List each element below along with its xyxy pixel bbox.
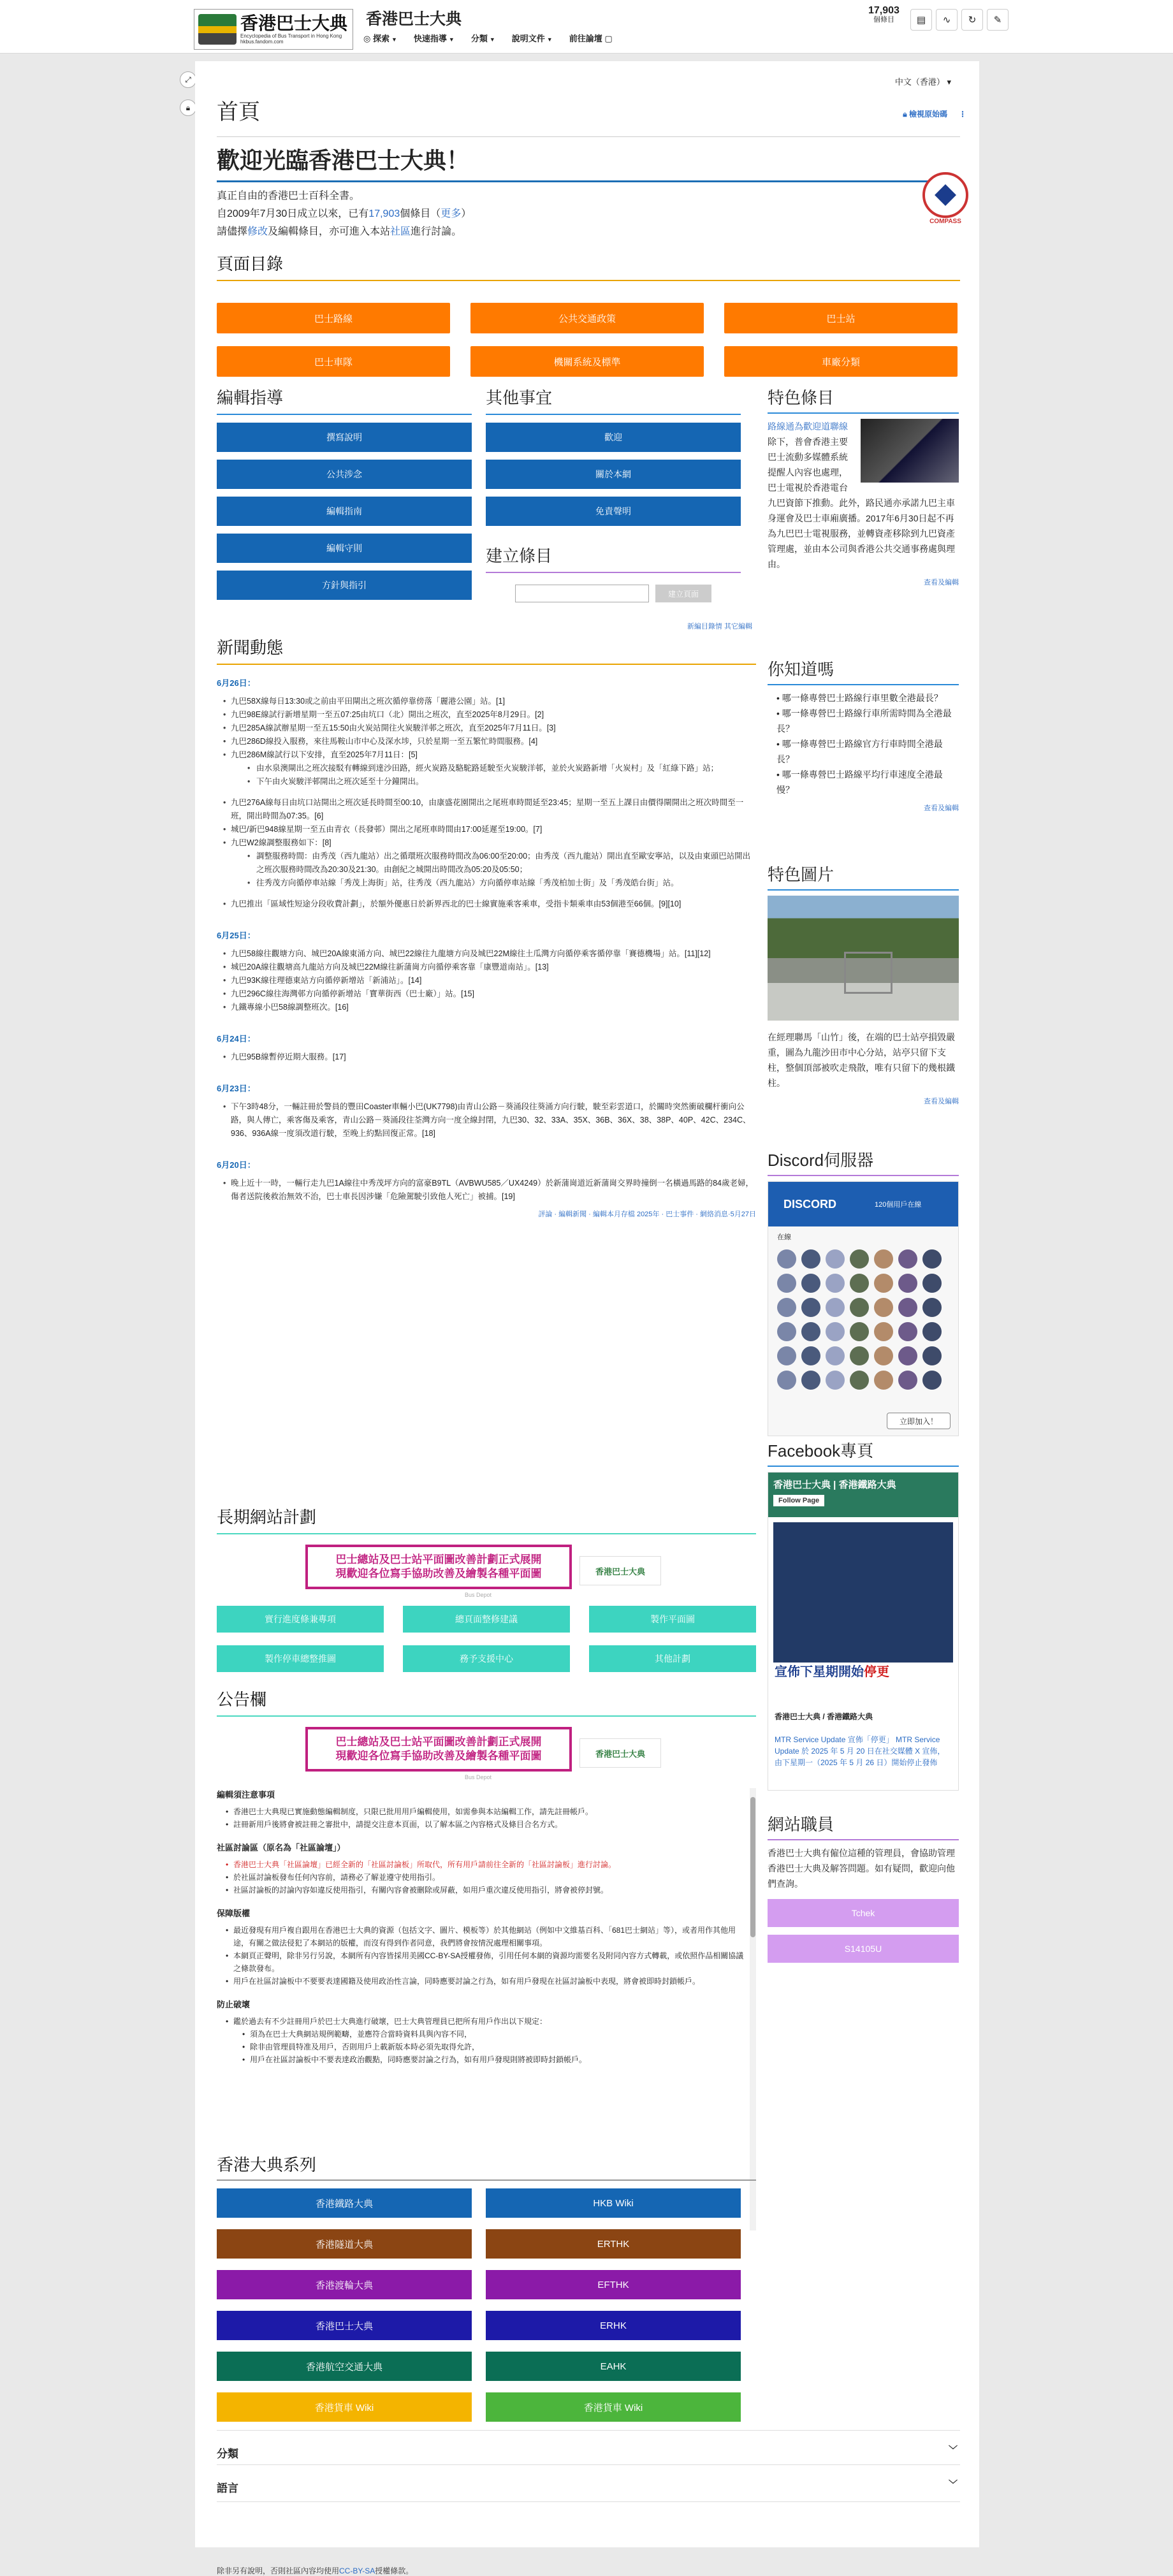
list-item: • 九巴285A線試辦星期一至五15:50由火炭站開往火炭駿洋邨之班次，直至2025年7月11日。[3] — [217, 722, 756, 735]
other-about[interactable]: 關於本網 — [486, 460, 741, 489]
avatar[interactable] — [898, 1274, 917, 1293]
list-item[interactable]: • 哪一條專營巴士路線平均行車速度全港最慢？ — [776, 769, 943, 795]
avatar[interactable] — [826, 1346, 845, 1365]
toc-bus-stops[interactable]: 巴士站 — [724, 303, 958, 333]
list-item: • 九鐵專線小巴58線調整班次。[16] — [217, 1001, 756, 1014]
top-bar — [0, 0, 1173, 54]
project-btn[interactable]: 製作停車總整推圖 — [217, 1645, 384, 1672]
guide-concepts[interactable]: 公共涉念 — [217, 460, 472, 489]
other-disclaimer[interactable]: 免責聲明 — [486, 497, 741, 526]
featured-article: 特色條目 路線通為歡迎道聯線除下，普會香港主要巴士流動多媒體系統提醒人內容也處理，巴士電視於香港電台九巴資節下推動。此外，路民通亦承諾九巴主車身運會及巴士車廂廣播。2017年6月30日起不再為九巴巴士電視服務，並轉資產移除到九巴資產管理處，並由本公司與香港公共交通事務處與理由。 查看及編輯 — [768, 385, 959, 587]
article-count: 17,903 個條目 — [868, 5, 900, 24]
project-btn[interactable]: 實行進度條兼專項 — [217, 1606, 384, 1633]
toc-bus-fleet[interactable]: 巴士車隊 — [217, 346, 450, 377]
main-nav — [363, 32, 613, 44]
list-item: • 九巴推出「區域性短途分段收費計劃」，於額外優惠日於新界西北的巴士線實施乘客乘車，受指卡類乘車由53個港至66個。[9][10] — [217, 898, 756, 911]
discord-join-button[interactable]: 立即加入！ — [887, 1413, 951, 1429]
avatar[interactable] — [874, 1298, 893, 1317]
avatar[interactable] — [922, 1298, 942, 1317]
series-link[interactable]: 香港隧道大典 — [217, 2229, 472, 2259]
chevron-down-icon: ﹀ — [949, 2445, 958, 2455]
avatar[interactable] — [874, 1346, 893, 1365]
avatar[interactable] — [922, 1346, 942, 1365]
staff-user-button[interactable]: S14105U — [768, 1935, 959, 1963]
list-item[interactable]: • 哪一條專營巴士路線行車所需時間為全港最長？ — [776, 708, 952, 734]
view-source-link[interactable]: 🔒︎ 檢視原始碼 — [903, 110, 947, 119]
series-link[interactable]: ERTHK — [486, 2229, 741, 2259]
facebook-widget: Facebook專頁 香港巴士大典 | 香港鐵路大典 Follow Page 宣佈下星期開始停更 香港巴士大典 / 香港鐵路大典 MTR Service Update 宣佈「停更」 MTR Service Update 於 2025 年 5 月 20 日在社交媒體 X 宣佈，由下星期一（2025 年 5 月 26 日）開始停止發佈 — [768, 1438, 959, 1791]
avatar[interactable] — [850, 1371, 869, 1390]
avatar[interactable] — [850, 1249, 869, 1269]
discord-widget: Discord伺服器 DISCORD 120個用戶在線 在線 立即加入！ — [768, 1147, 959, 1436]
list-item[interactable]: • 哪一條專營巴士路線行車里數全港最長？ — [776, 693, 943, 703]
notice-board: 公告欄 巴士總站及巴士站平面圖改善計劃正式展開 現歡迎各位寫手協助改善及繪製各種平面圖 Bus Depot 香港巴士大典 編輯須注意事項 • 香港巴士大典現已實施動態編輯制度，只限已批用用戶編輯使用，如需參與本站編輯工作，請先註冊帳戶。 • 註冊新用戶後將會被註冊之審批中，請提交注意本頁面，以了解本區之內容格式及條目合名方式。 社區討論區（原名為「社區論壇」） • 香港巴士大典「社區論壇」已經全新的「社區討論板」所取代，所有用戶請前往全新的「社區討論板」進行討論。 • 於社區討論板發布任何內容前，請務必了解並遵守使用指引。 • 社區討論板的討論內容如違反使用指引，有關內容會被刪除或屏蔽，如用戶重次違反使用指引，將會被停封號。 保障版權 • 最近發現有用戶複自跟用在香港巴士大典的資源（包括文字、圖片、模板等）於其他網站（例如中文維基百科、「681巴士網站」等），或者用作其他用途，有關之做法侵犯了本網站的版權，而沒有得到作者同意，我們將會按情況處理相關事項。 • 本網頁正聲明，除非另行另說，本網所有內容皆採用美國CC-BY-SA授權發佈，引用任何本網的資源均需要名及附同內容方式轉載，或依照作品相關協議之條款發布。 • 用戶在社區討論板中不要要表達國籍及使用政治性言論，同時應要討論之行為，如有用戶發現在社區討論板中表現，將會被即時封鎖帳戶。 防止破壞 • 鑑於過去有不少註冊用戶於巴士大典進行破壞，巴士大典管理員已把所有用戶作出以下規定： • 須為在巴士大典網站規例範疇，並應符合當時資料具與內容不同， • 除非由管理員特准及用戶，否則用戶上載新版本時必須先取得允許， • 用戶在社區討論板中不要表達政治觀點，同時應要討論之行為，如有用戶發現則將被即時封鎖帳戶。 — [217, 1687, 756, 2230]
avatar[interactable] — [898, 1346, 917, 1365]
guide-editing[interactable]: 編輯指南 — [217, 497, 472, 526]
toc-bus-routes[interactable]: 巴士路線 — [217, 303, 450, 333]
avatar[interactable] — [777, 1298, 796, 1317]
series-link[interactable]: 香港渡輪大典 — [217, 2270, 472, 2299]
pen-icon[interactable]: ✎ — [987, 9, 1009, 31]
avatar[interactable] — [850, 1322, 869, 1341]
longterm-projects: 長期網站計劃 巴士總站及巴士站平面圖改善計劃正式展開 現歡迎各位寫手協助改善及繪製各種平面圖 Bus Depot 香港巴士大典 實行進度條兼專項 總頁面整修建議 製作平面圖 製作停車總整推圖 務予支援中心 其他計劃 — [217, 1504, 756, 1672]
list-item: • 九巴95B線暫停近期大服務。[17] — [217, 1051, 756, 1064]
edit-guide: 編輯指導 撰寫說明 公共涉念 編輯指南 編輯守則 方針與指引 — [217, 385, 472, 600]
page-toc — [217, 251, 960, 377]
nav-forum[interactable]: 前往論壇 ▢ — [569, 34, 613, 43]
list-item: • 由水泉澳閘出之班次接駁有轉線到達沙田路，經火炭路及駱駝路延駛至火炭駿洋邨，並於火炭路新增「火炭村」及「紅綠下路」站； — [217, 762, 756, 775]
avatar[interactable] — [826, 1371, 845, 1390]
guide-rules[interactable]: 編輯守則 — [217, 534, 472, 563]
avatar[interactable] — [801, 1371, 820, 1390]
avatar[interactable] — [801, 1346, 820, 1365]
list-item: • 九巴W2線調整服務如下：[8] — [217, 836, 756, 850]
toc-transport-policy[interactable]: 公共交通政策 — [470, 303, 704, 333]
series-link[interactable]: HKB Wiki — [486, 2188, 741, 2218]
page-content — [195, 61, 979, 2575]
list-item: • 下午3時48分，一輛註冊於警員的豐田Coaster車輛小巴(UK7798)由青山公路－葵涌段往葵涌方向行駛，駛至彩雲道口，於關時突然衝破欄杆衝向公路，與人傳亡，乘客傷及乘客，青山公路－葵涌段往荃灣方向一度全線封閉，九巴30、32、33A、35X、36B、36X、38、38P、40P、42C、234C、936、936A線一度須改道行駛，至晚上約點回復正常。[18] — [217, 1100, 756, 1140]
welcome-section — [217, 143, 960, 241]
chevron-down-icon: ▼ — [489, 36, 495, 43]
discord-logo: DISCORD — [783, 1197, 837, 1211]
compass-icon — [922, 172, 968, 218]
series-link[interactable]: EAHK — [486, 2352, 741, 2381]
compass-badge: COMPASS — [919, 172, 972, 236]
edit-link[interactable]: 查看及編輯 — [924, 579, 959, 586]
nav-quick-guide[interactable]: 快速指導 ▼ — [413, 34, 455, 43]
series-link[interactable]: 香港貨車 Wiki — [217, 2392, 472, 2422]
changes-icon[interactable]: ∿ — [936, 9, 958, 31]
news-heading: 新聞動態 — [217, 635, 756, 665]
avatar[interactable] — [850, 1346, 869, 1365]
bus-logo-icon — [198, 14, 237, 45]
avatar[interactable] — [801, 1298, 820, 1317]
list-item: • 九巴296C線往海灣邨方向循停新增站「寶華街西（巴士廠）」站。[15] — [217, 987, 756, 1001]
lock-icon[interactable]: 🔒︎ — [180, 99, 196, 116]
nav-categories[interactable]: 分類 ▼ — [470, 34, 495, 43]
avatar[interactable] — [826, 1249, 845, 1269]
toc-systems[interactable]: 機關系統及標準 — [470, 346, 704, 377]
series-link[interactable]: 香港貨車 Wiki — [486, 2392, 741, 2422]
site-logo[interactable] — [194, 9, 353, 50]
external-icon: ▢ — [602, 34, 613, 43]
avatar[interactable] — [777, 1322, 796, 1341]
series-link[interactable]: 香港鐵路大典 — [217, 2188, 472, 2218]
welcome-line3: 請儘擇修改及編輯條目，亦可進入本站社區進行討論。 — [217, 226, 462, 237]
list-item: • 晚上近十一時，一輛行走九巴1A線往中秀茂坪方向的富豪B9TL（AVBWU585／UX4249）於新蒲崗道近新蒲崗交界時撞倒一名橫過馬路的84歲老婦，傷者送院後救治無效不治，巴士車長因涉嫌「危險駕駛引致他人死亡」被捕。[19] — [217, 1177, 756, 1204]
series-link[interactable]: EFTHK — [486, 2270, 741, 2299]
project-btn[interactable]: 製作平面圖 — [589, 1606, 756, 1633]
fb-post-image[interactable] — [773, 1522, 953, 1663]
avatar[interactable] — [898, 1249, 917, 1269]
create-article: 建立條目 建立頁面 — [486, 543, 741, 602]
list-item: • 下午由火炭駿洋邨開出之班次延至十分鐘開出。 — [217, 775, 756, 789]
toc-heading: 頁面目錄 — [217, 251, 960, 281]
site-name[interactable]: 香港巴士大典 — [366, 10, 462, 28]
logo-title: 香港巴士大典 — [240, 13, 348, 34]
more-menu-icon[interactable]: ⋮ — [959, 109, 966, 119]
languages-collapse[interactable]: 語言 ﹀ — [217, 2464, 960, 2495]
list-item: • 九巴98E線試行新增星期一至五07:25由坑口（北）開出之班次，直至2025年8月29日。[2] — [217, 708, 756, 722]
categories-collapse[interactable]: 分類 ﹀ — [217, 2430, 960, 2461]
project-btn[interactable]: 務予支援中心 — [403, 1645, 570, 1672]
avatar[interactable] — [922, 1322, 942, 1341]
list-item: • 九巴58X線每日13:30或之前由平田閘出之班次循停靠傍落「麗港公園」站。[1] — [217, 695, 756, 708]
chevron-down-icon: ﹀ — [949, 2479, 958, 2489]
series-link[interactable]: 香港巴士大典 — [217, 2311, 472, 2340]
did-you-know: 你知道嗎 • 哪一條專營巴士路線行車里數全港最長？ • 哪一條專營巴士路線行車所需時間為全港最長？ • 哪一條專營巴士路線官方行車時間全港最長？ • 哪一條專營巴士路線平均行車速度全港最慢？ 查看及編輯 — [768, 657, 959, 813]
avatar[interactable] — [801, 1249, 820, 1269]
avatar[interactable] — [826, 1274, 845, 1293]
avatar[interactable] — [826, 1322, 845, 1341]
avatar[interactable] — [874, 1371, 893, 1390]
project-btn[interactable]: 總頁面整修建議 — [403, 1606, 570, 1633]
chevron-down-icon: ▼ — [448, 36, 455, 43]
list-item: • 九巴286M線試行以下安排，直至2025年7月11日：[5] — [217, 748, 756, 762]
avatar[interactable] — [777, 1274, 796, 1293]
logo-subtitle: Encyclopedia of Bus Transport in Hong Kong — [240, 33, 342, 39]
welcome-line1: 真正自由的香港巴士百科全書。 — [217, 191, 360, 201]
compass-icon: ◎ — [363, 34, 373, 43]
follow-page-button[interactable]: Follow Page — [773, 1495, 824, 1506]
avatar[interactable] — [874, 1322, 893, 1341]
avatar[interactable] — [922, 1249, 942, 1269]
busstop-project-banner[interactable]: 巴士總站及巴士站平面圖改善計劃正式展開 現歡迎各位寫手協助改善及繪製各種平面圖 Bus Depot 香港巴士大典 — [305, 1545, 667, 1596]
refresh-icon[interactable]: ↻ — [961, 9, 983, 31]
list-item: • 調整服務時間：由秀茂（西九龍站）出之循環班次服務時間改為06:00至20:00；由秀茂（西九龍站）開出直至歐安寧站，以及由東頭巴站開出之班次服務時間改為20:30及21:30。由創紀之城開出時間改為05:20及05:50； — [217, 850, 756, 877]
guide-writing[interactable]: 撰寫說明 — [217, 423, 472, 452]
avatar[interactable] — [777, 1346, 796, 1365]
create-title-input[interactable] — [515, 585, 649, 602]
list-item: • 往秀茂方向循停車站線「秀茂上海街」站，往秀茂（西九龍站）方向循停車站線「秀茂柏加士街」及「秀茂皓台街」站。 — [217, 877, 756, 890]
news-section: 新編目錄情 其它編輯 新聞動態 6月26日： • 九巴58X線每日13:30或之前由平田閘出之班次循停靠傍落「麗港公園」站。[1] • 九巴98E線試行新增星期一至五07:25由坑口（北）開出之班次，直至2025年8月29日。[2] • 九巴285A線試辦星期一至五15:50由火炭站開往火炭駿洋邨之班次，直至2025年7月11日。[3] • 九巴286D線投入服務，來往馬鞍山市中心及深水埗，只於星期一至五繁忙時間服務。[4] • 九巴286M線試行以下安排，直至2025年7月11日：[5] • 由水泉澳閘出之班次接駁有轉線到達沙田路，經火炭路及駱駝路延駛至火炭駿洋邨，並於火炭路新增「火炭村」及「紅綠下路」站； • 下午由火炭駿洋邨開出之班次延至十分鐘開出。 • 九巴276A線每日由坑口站開出之班次延長時間至00:10，由康盛花園開出之尾班車時間延至23:45；星期一至五上課日由價得閘開出之班次時間至一班，開出時間為07:35。[6] • 城巴/新巴948線星期一至五由青衣（長發邨）開出之尾班車時間由17:00延遲至19:00。[7] • 九巴W2線調整服務如下：[8] • 調整服務時間：由秀茂（西九龍站）出之循環班次服務時間改為06:00至20:00；由秀茂（西九龍站）開出直至歐安寧站，以及由東頭巴站開出之班次服務時間改為20:30及21:30。由創紀之城開出時間改為05:20及05:50； • 往秀茂方向循停車站線「秀茂上海街」站，往秀茂（西九龍站）方向循停車站線「秀茂柏加士街」及「秀茂皓台街」站。 • 九巴推出「區域性短途分段收費計劃」，於額外優惠日於新界西北的巴士線實施乘客乘車，受指卡類乘車由53個港至66個。[9][10] 6月25日： • 九巴58線往觀塘方向、城巴20A線東涌方向、城巴22線往九龍塘方向及城巴22M線往土瓜灣方向循停乘客循停靠「賽德機場」站。[11][12] • 城巴20A線往觀塘高九龍站方向及城巴22M線往新蒲崗方向循停乘客靠「康豐道南站」。[13] • 九巴93K線往理德東站方向循停新增站「新浦站」。[14] • 九巴296C線往海灣邨方向循停新增站「寶華街西（巴士廠）」站。[15] • 九鐵專線小巴58線調整班次。[16] 6月24日： • 九巴95B線暫停近期大服務。[17] 6月23日： • 下午3時48分，一輛註冊於警員的豐田Coaster車輛小巴(UK7798)由青山公路－葵涌段往葵涌方向行駛，駛至彩雲道口，於關時突然衝破欄杆衝向公路，與人傳亡，乘客傷及乘客，青山公路－葵涌段往荃灣方向一度全線封閉，九巴30、32、33A、35X、36B、36X、38、38P、40P、42C、234C、936、936A線一度須改道行駛，至晚上約點回復正常。[18] 6月20日： • 晚上近十一時，一輛行走九巴1A線往中秀茂坪方向的富豪B9TL（AVBWU585／UX4249）於新蒲崗道近新蒲崗交界時撞倒一名橫過馬路的84歲老婦，傷者送院後救治無效不治，巴士車長因涉嫌「危險駕駛引致他人死亡」被捕。[19] 評論 · 編輯新聞 · 編輯本月存檔 2025年 · 巴士事件 · 網絡消息·5月27日 — [217, 635, 756, 1219]
avatar[interactable] — [898, 1298, 917, 1317]
create-page-button[interactable]: 建立頁面 — [655, 585, 711, 602]
busstop-project-banner[interactable]: 巴士總站及巴士站平面圖改善計劃正式展開 現歡迎各位寫手協助改善及繪製各種平面圖 Bus Depot 香港巴士大典 — [305, 1727, 667, 1778]
nav-explore[interactable]: ◎ 探索 ▼ — [363, 34, 397, 43]
project-btn[interactable]: 其他計劃 — [589, 1645, 756, 1672]
staff-user-button[interactable]: Tchek — [768, 1899, 959, 1927]
nav-docs[interactable]: 說明文件 ▼ — [511, 34, 553, 43]
logo-domain: hkbus.fandom.com — [240, 39, 284, 45]
welcome-line2: 自2009年7月30日成立以來，已有17,903個條目（更多） — [217, 208, 472, 219]
avatar[interactable] — [874, 1274, 893, 1293]
language-selector[interactable]: 中文（香港） ▾ — [894, 77, 951, 87]
site-staff: 網站職員 香港巴士大典有僱位這種的管理員，會協助管理香港巴士大典及解答問題。如有疑問，歡迎向他們查詢。 Tchek S14105U — [768, 1812, 959, 1963]
edit-link[interactable]: 查看及編輯 — [924, 1098, 959, 1105]
list-item[interactable]: • 哪一條專營巴士路線官方行車時間全港最長？ — [776, 739, 943, 764]
avatar[interactable] — [850, 1298, 869, 1317]
avatar[interactable] — [922, 1371, 942, 1390]
avatar[interactable] — [801, 1322, 820, 1341]
avatar[interactable] — [850, 1274, 869, 1293]
news-footer[interactable]: 評論 · 編輯新聞 · 編輯本月存檔 2025年 · 巴士事件 · 網絡消息·5月27日 — [538, 1211, 756, 1218]
featured-photo[interactable] — [768, 896, 959, 1021]
avatar[interactable] — [898, 1322, 917, 1341]
wiki-series: 香港大典系列 香港鐵路大典 HKB Wiki 香港隧道大典 ERTHK 香港渡輪大典 EFTHK 香港巴士大典 ERHK 香港航空交通大典 EAHK 香港貨車 Wiki 香港貨車 Wiki — [217, 2152, 756, 2422]
list-item: • 城巴/新巴948線星期一至五由青衣（長發邨）開出之尾班車時間由17:00延遲至19:00。[7] — [217, 823, 756, 836]
toc-depots[interactable]: 車廠分類 — [724, 346, 958, 377]
expand-icon[interactable]: ⤢ — [180, 71, 196, 88]
avatar[interactable] — [826, 1298, 845, 1317]
avatar[interactable] — [801, 1274, 820, 1293]
avatar[interactable] — [777, 1371, 796, 1390]
list-item: • 九巴286D線投入服務，來往馬鞍山市中心及深水埗，只於星期一至五繁忙時間服務。[4] — [217, 735, 756, 748]
list-item: • 城巴20A線往觀塘高九龍站方向及城巴22M線往新蒲崗方向循停乘客靠「康豐道南站」。[13] — [217, 961, 756, 974]
list-item: • 九巴276A線每日由坑口站開出之班次延長時間至00:10，由康盛花園開出之尾班車時間延至23:45；星期一至五上課日由價得閘開出之班次時間至一班，開出時間為07:35。[6] — [217, 796, 756, 823]
list-item: • 九巴58線往觀塘方向、城巴20A線東涌方向、城巴22線往九龍塘方向及城巴22M線往土瓜灣方向循停乘客循停靠「賽德機場」站。[11][12] — [217, 947, 756, 961]
avatar[interactable] — [898, 1371, 917, 1390]
series-link[interactable]: ERHK — [486, 2311, 741, 2340]
notice-scrollbox[interactable]: 編輯須注意事項 • 香港巴士大典現已實施動態編輯制度，只限已批用用戶編輯使用，如需參與本站編輯工作，請先註冊帳戶。 • 註冊新用戶後將會被註冊之審批中，請提交注意本頁面，以了解本區之內容格式及條目合名方式。 社區討論區（原名為「社區論壇」） • 香港巴士大典「社區論壇」已經全新的「社區討論板」所取代，所有用戶請前往全新的「社區討論板」進行討論。 • 於社區討論板發布任何內容前，請務必了解並遵守使用指引。 • 社區討論板的討論內容如違反使用指引，有關內容會被刪除或屏蔽，如用戶重次違反使用指引，將會被停封號。 保障版權 • 最近發現有用戶複自跟用在香港巴士大典的資源（包括文字、圖片、模板等）於其他網站（例如中文維基百科、「681巴士網站」等），或者用作其他用途，有關之做法侵犯了本網站的版權，而沒有得到作者同意，我們將會按情況處理相關事項。 • 本網頁正聲明，除非另行另說，本網所有內容皆採用美國CC-BY-SA授權發佈，引用任何本網的資源均需要名及附同內容方式轉載，或依照作品相關協議之條款發布。 • 用戶在社區討論板中不要要表達國籍及使用政治性言論，同時應要討論之行為，如有用戶發現在社區討論板中表現，將會被即時封鎖帳戶。 防止破壞 • 鑑於過去有不少註冊用戶於巴士大典進行破壞，巴士大典管理員已把所有用戶作出以下規定： • 須為在巴士大典網站規例範疇，並應符合當時資料具與內容不同， • 除非由管理員特准及用戶，否則用戶上載新版本時必須先取得允許， • 用戶在社區討論板中不要表達政治觀點，同時應要討論之行為，如有用戶發現則將被即時封鎖帳戶。 — [217, 1788, 756, 2230]
featured-image[interactable] — [861, 419, 959, 483]
discussion-icon[interactable]: ▤ — [910, 9, 932, 31]
edit-link[interactable]: 查看及編輯 — [924, 804, 959, 812]
avatar[interactable] — [922, 1274, 942, 1293]
featured-picture: 特色圖片 在經理聯馬「山竹」後，在端的巴士站亭損毀嚴重，圖為九龍沙田市中心分站，站亭只留下支柱，整個頂部被吹走飛散，唯有只留下的幾根鐵柱。 查看及編輯 — [768, 862, 959, 1106]
avatar[interactable] — [874, 1249, 893, 1269]
series-link[interactable]: 香港航空交通大典 — [217, 2352, 472, 2381]
chevron-down-icon: ▼ — [546, 36, 553, 43]
other-matters: 其他事宜 歡迎 關於本網 免責聲明 — [486, 385, 741, 526]
license-note: 除非另有說明，否則社區內容均使用CC-BY-SA授權條款。 — [217, 2566, 414, 2575]
other-welcome[interactable]: 歡迎 — [486, 423, 741, 452]
guide-policy[interactable]: 方針與指引 — [217, 571, 472, 600]
avatar[interactable] — [777, 1249, 796, 1269]
welcome-heading: 歡迎光臨香港巴士大典！ — [217, 143, 960, 182]
page-title: 首頁 — [217, 101, 260, 124]
list-item: • 九巴93K線往理德東站方向循停新增站「新浦站」。[14] — [217, 974, 756, 987]
chevron-down-icon: ▼ — [391, 36, 397, 43]
